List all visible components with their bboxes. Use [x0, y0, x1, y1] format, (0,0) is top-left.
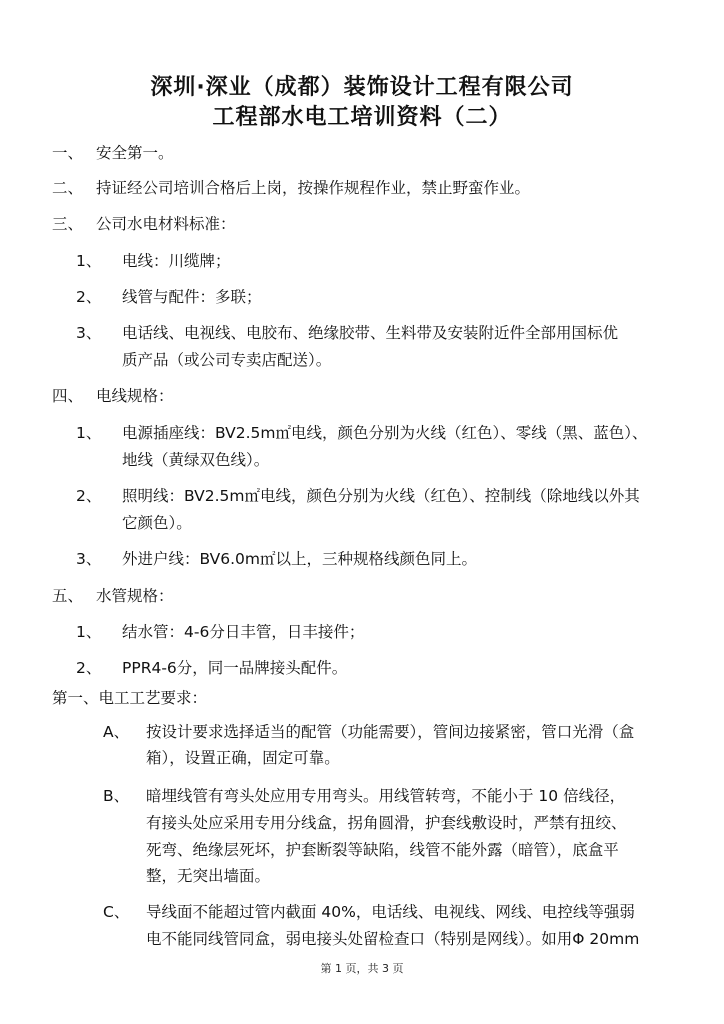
item-text: 暗埋线管有弯头处应用专用弯头。用线管转弯，不能小于 10 倍线径，	[146, 787, 626, 805]
item-number: 四、	[52, 387, 84, 405]
item-text-continued: 整，无突出墙面。	[146, 867, 271, 885]
item-text-continued: 有接头处应采用专用分线盒，拐角圆滑，护套线敷设时，严禁有扭绞、	[146, 814, 627, 832]
item-number: A、	[103, 723, 130, 741]
item-text-continued: 箱），设置正确，固定可靠。	[146, 749, 340, 767]
item-number: 1、	[76, 623, 102, 641]
item-number: 一、	[52, 144, 84, 162]
item-text: 照明线：BV2.5m㎡电线，颜色分别为火线（红色）、控制线（除地线以外其	[122, 487, 640, 505]
item-text: 电源插座线：BV2.5m㎡电线，颜色分别为火线（红色）、零线（黑、蓝色）、	[122, 424, 648, 442]
item-text: 导线面不能超过管内截面 40%，电话线、电视线、网线、电控线等强弱	[146, 903, 635, 921]
item-text: 线管与配件：多联；	[122, 288, 262, 306]
item-number: 3、	[76, 324, 102, 342]
item-number: 2、	[76, 288, 102, 306]
item-text: 安全第一。	[96, 144, 174, 162]
item-text-continued: 质产品（或公司专卖店配送）。	[122, 351, 332, 369]
item-text-continued: 死弯、绝缘层死坏，护套断裂等缺陷，线管不能外露（暗管），底盒平	[146, 841, 619, 859]
item-number: 二、	[52, 179, 84, 197]
item-number: 三、	[52, 215, 84, 233]
item-text: 电线：川缆牌；	[122, 252, 231, 270]
item-number: C、	[103, 903, 130, 921]
item-text: 结水管：4-6分日丰管，日丰接件；	[122, 623, 365, 641]
item-text: 持证经公司培训合格后上岗，按操作规程作业，禁止野蛮作业。	[96, 179, 531, 197]
item-number: 五、	[52, 587, 84, 605]
item-text-continued: 电不能同线管同盒，弱电接头处留检查口（特别是网线）。如用Φ 20mm	[146, 930, 640, 948]
item-text: 电线规格：	[96, 387, 174, 405]
item-number: 2、	[76, 487, 102, 505]
document-title-subject: 工程部水电工培训资料（二）	[212, 105, 512, 130]
item-number: 3、	[76, 550, 102, 568]
item-number: 1、	[76, 252, 102, 270]
page-footer: 第 1 页，共 3 页	[320, 962, 404, 975]
item-text-continued: 它颜色）。	[122, 514, 192, 532]
item-number: B、	[103, 787, 130, 805]
item-text: 电话线、电视线、电胶布、绝缘胶带、生料带及安装附近件全部用国标优	[122, 324, 619, 342]
item-text: 公司水电材料标准：	[96, 215, 236, 233]
item-text: PPR4-6分，同一品牌接头配件。	[122, 659, 348, 677]
section-heading: 第一、电工工艺要求：	[52, 689, 208, 707]
item-number: 1、	[76, 424, 102, 442]
item-text-continued: 地线（黄绿双色线）。	[122, 451, 270, 469]
item-number: 2、	[76, 659, 102, 677]
document-title-company: 深圳·深业（成都）装饰设计工程有限公司	[150, 75, 574, 100]
item-text: 外进户线：BV6.0m㎡以上，三种规格线颜色同上。	[122, 550, 478, 568]
item-text: 水管规格：	[96, 587, 174, 605]
item-text: 按设计要求选择适当的配管（功能需要），管间边接紧密，管口光滑（盒	[146, 723, 635, 741]
